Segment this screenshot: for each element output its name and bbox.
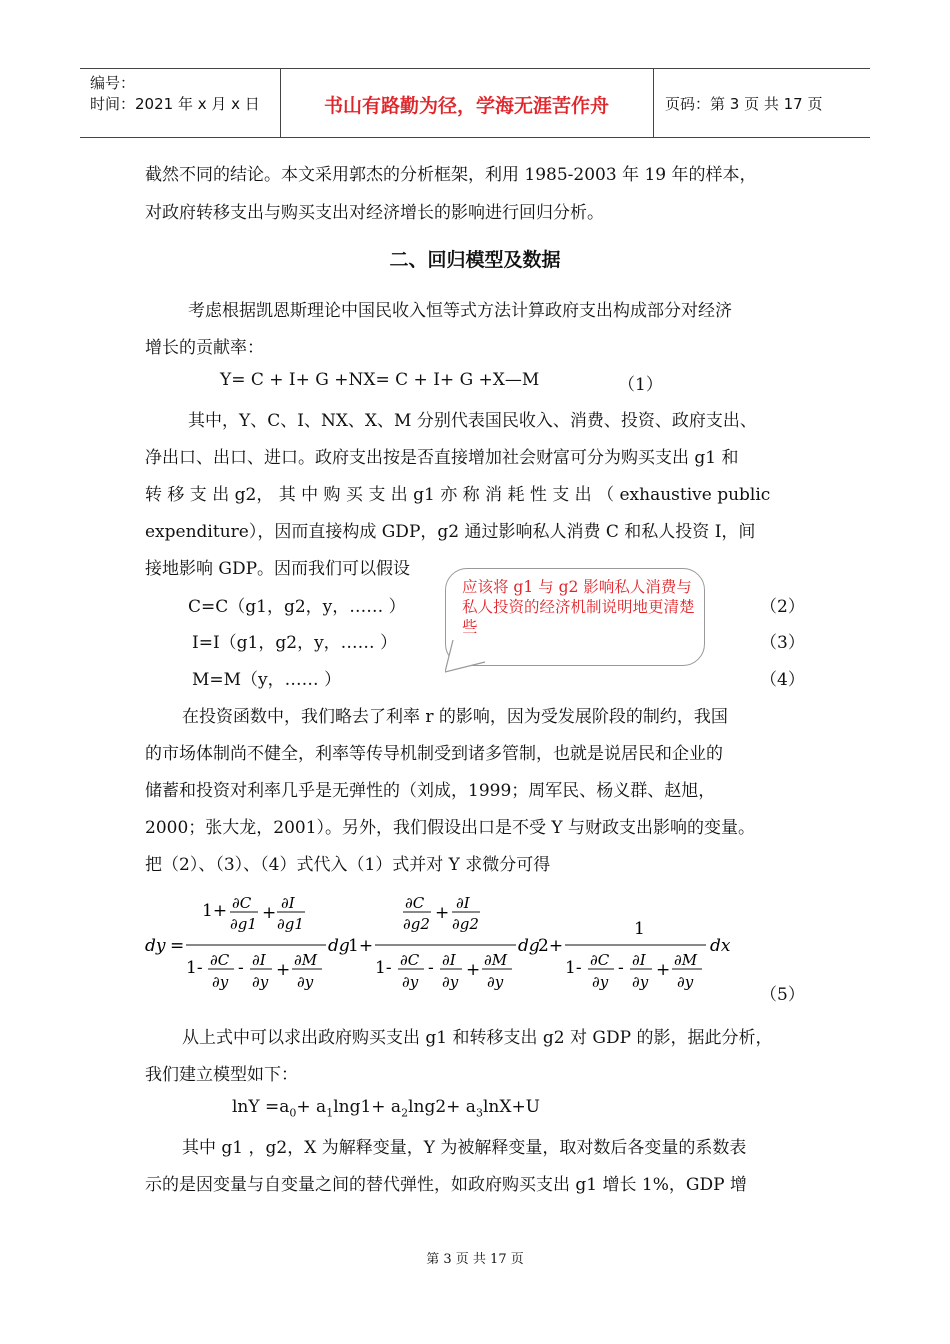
paragraph-line: 转 移 支 出 g2， 其 中 购 买 支 出 g1 亦 称 消 耗 性 支 出 （ exhaustive public [145,485,771,505]
svg-text:∂y: ∂y [442,973,459,991]
svg-text:+: + [262,903,277,923]
paragraph-line: 净出口、出口、进口。政府支出按是否直接增加社会财富可分为购买支出 g1 和 [145,448,739,468]
svg-text:∂C: ∂C [400,951,420,969]
svg-text:∂y: ∂y [297,973,314,991]
equation-number: （4） [760,670,805,690]
svg-text:∂M: ∂M [674,951,698,969]
paragraph-line: 我们建立模型如下： [145,1065,298,1085]
svg-text:∂g1: ∂g1 [230,915,257,933]
svg-text:+: + [656,960,671,980]
svg-text:∂M: ∂M [294,951,318,969]
paragraph-line: 考虑根据凯恩斯理论中国民收入恒等式方法计算政府支出构成部分对经济 [188,301,732,321]
paragraph-line: 2000；张大龙，2001）。另外，我们假设出口是不受 Y 与财政支出影响的变量。 [145,818,756,838]
svg-text:∂C: ∂C [405,894,425,912]
time-label: 时间：2021 年 x 月 x 日 [90,95,260,113]
svg-text:∂I: ∂I [252,951,266,969]
svg-text:∂y: ∂y [487,973,504,991]
equation-number: （3） [760,633,805,653]
paragraph-line: 储蓄和投资对利率几乎是无弹性的（刘成，1999；周军民、杨义群、赵旭， [145,781,716,801]
number-label: 编号： [90,74,136,92]
svg-text:∂I: ∂I [456,894,470,912]
equation-number: （5） [760,985,805,1005]
page-footer: 第 3 页 共 17 页 [426,1252,524,1267]
equation-1: Y= C + I+ G +NX= C + I+ G +X—M [220,370,540,390]
paragraph-line: 从上式中可以求出政府购买支出 g1 和转移支出 g2 对 GDP 的影，据此分析， [182,1028,773,1048]
svg-text:dg: dg [328,936,350,956]
svg-text:dx: dx [710,936,731,956]
header-page-info: 页码：第 3 页 共 17 页 [665,95,823,113]
svg-text:∂y: ∂y [212,973,229,991]
paragraph-line: 把（2）、（3）、（4）式代入（1）式并对 Y 求微分可得 [145,855,551,875]
paragraph-line: 其中，Y、C、I、NX、X、M 分别代表国民收入、消费、投资、政府支出、 [188,411,757,431]
svg-text:dy: dy [145,936,166,956]
intro-line: 对政府转移支出与购买支出对经济增长的影响进行回归分析。 [145,203,604,223]
document-header [80,68,870,138]
equation-3: I=I（g1，g2，y，…… ） [192,633,398,653]
svg-text:+: + [435,903,450,923]
svg-text:∂C: ∂C [232,894,252,912]
paragraph-line: 在投资函数中，我们略去了利率 r 的影响，因为受发展阶段的制约，我国 [182,707,728,727]
paragraph-line: 其中 g1 ，g2，X 为解释变量，Y 为被解释变量，取对数后各变量的系数表 [182,1138,747,1158]
equation-4: M=M（y，…… ） [192,670,342,690]
svg-text:∂y: ∂y [677,973,694,991]
paragraph-line: 增长的贡献率： [145,338,264,358]
svg-text:∂M: ∂M [484,951,508,969]
svg-text:=: = [170,936,185,956]
svg-text:1: 1 [634,919,645,939]
svg-text:1-: 1- [186,958,203,978]
svg-text:dg: dg [518,936,540,956]
svg-text:∂g2: ∂g2 [452,915,479,933]
header-divider [653,69,654,137]
model-equation: $\ln Y =a_0+ a_1\ln g1+ a_2\ln g2+ a_3\ln X+U$ [232,1097,541,1120]
paragraph-line: 接地影响 GDP。因而我们可以假设 [145,559,411,579]
svg-text:∂y: ∂y [632,973,649,991]
svg-text:1-: 1- [375,958,392,978]
header-info [90,73,260,115]
svg-text:∂y: ∂y [252,973,269,991]
svg-text:∂g1: ∂g1 [277,915,304,933]
svg-text:∂y: ∂y [402,973,419,991]
svg-text:+: + [466,960,481,980]
svg-text:∂I: ∂I [442,951,456,969]
paragraph-line: 的市场体制尚不健全，利率等传导机制受到诸多管制，也就是说居民和企业的 [145,744,723,764]
svg-text:1+: 1+ [202,901,228,921]
comment-tail [445,640,505,680]
svg-text:-: - [238,958,244,978]
paragraph-line: expenditure），因而直接构成 GDP，g2 通过影响私人消费 C 和私人投资 I，间 [145,522,756,542]
svg-text:+: + [276,960,291,980]
intro-line: 截然不同的结论。本文采用郭杰的分析框架，利用 1985-2003 年 19 年的样本， [145,165,757,185]
equation-2: C=C（g1，g2，y，…… ） [188,597,406,617]
paragraph-line: 示的是因变量与自变量之间的替代弹性，如政府购买支出 g1 增长 1%，GDP 增 [145,1175,747,1195]
comment-text: 应该将 g1 与 g2 影响私人消费与私人投资的经济机制说明地更清楚些 [462,578,695,636]
equation-number: （1） [618,375,663,395]
svg-text:∂g2: ∂g2 [403,915,430,933]
equation-number: （2） [760,597,805,617]
svg-text:1+: 1+ [348,936,374,956]
svg-text:∂I: ∂I [632,951,646,969]
svg-text:∂C: ∂C [210,951,230,969]
equation-5 [140,888,750,998]
svg-text:∂C: ∂C [590,951,610,969]
svg-text:2+: 2+ [538,936,564,956]
svg-text:∂I: ∂I [281,894,295,912]
svg-text:1-: 1- [565,958,582,978]
svg-text:-: - [618,958,624,978]
header-motto: 书山有路勤为径，学海无涯苦作舟 [323,95,609,117]
svg-text:∂y: ∂y [592,973,609,991]
section-title: 二、回归模型及数据 [389,249,561,271]
svg-text:-: - [428,958,434,978]
